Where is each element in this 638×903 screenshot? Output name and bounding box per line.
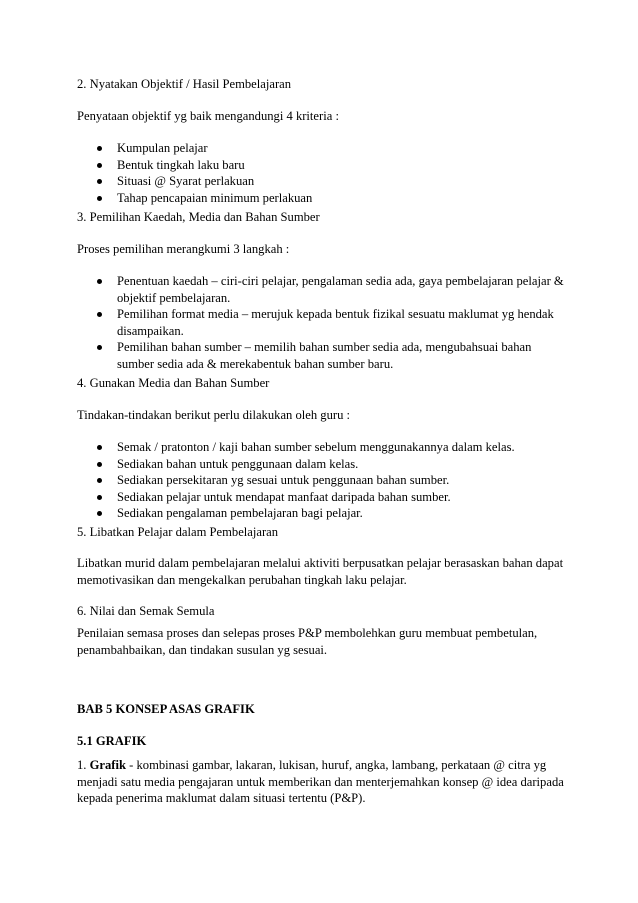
bullet-icon xyxy=(97,196,102,201)
bullet-icon xyxy=(97,478,102,483)
heading-gunakan-media: 4. Gunakan Media dan Bahan Sumber xyxy=(77,376,270,390)
heading-nilai-semak: 6. Nilai dan Semak Semula xyxy=(77,604,215,618)
paragraph-libatkan: Libatkan murid dalam pembelajaran melalui aktiviti berpusatkan pelajar berasaskan bahan dapat memotivasikan dan mengekalkan perubahan tingkah laku pelajar. xyxy=(77,556,564,587)
list-item: Kumpulan pelajar xyxy=(77,140,567,157)
bullet-icon xyxy=(97,462,102,467)
list-item: Penentuan kaedah – ciri-ciri pelajar, pengalaman sedia ada, gaya pembelajaran pelajar & objektif pembelajaran. xyxy=(77,273,567,306)
bullet-icon xyxy=(97,146,102,151)
intro-pemilihan: Proses pemilihan merangkumi 3 langkah : xyxy=(77,242,290,256)
list-item: Sediakan pelajar untuk mendapat manfaat daripada bahan sumber. xyxy=(77,489,567,506)
list-item: Sediakan bahan untuk penggunaan dalam kelas. xyxy=(77,456,567,473)
term-grafik: Grafik xyxy=(89,758,126,772)
list-item: Sediakan pengalaman pembelajaran bagi pelajar. xyxy=(77,505,567,522)
chapter-title: BAB 5 KONSEP ASAS GRAFIK xyxy=(77,702,255,716)
list-item: Pemilihan bahan sumber – memilih bahan sumber sedia ada, mengubahsuai bahan sumber sedia ada & merekabentuk bahan sumber baru. xyxy=(77,339,567,372)
subsection-title: 5.1 GRAFIK xyxy=(77,734,147,748)
bullet-icon xyxy=(97,179,102,184)
paragraph-penilaian: Penilaian semasa proses dan selepas proses P&P membolehkan guru membuat pembetulan, penambahbaikan, dan tindakan susulan yg sesuai. xyxy=(77,626,538,657)
bullet-icon xyxy=(97,511,102,516)
list-item: Sediakan persekitaran yg sesuai untuk penggunaan bahan sumber. xyxy=(77,472,567,489)
bullet-icon xyxy=(97,312,102,317)
paragraph-grafik: 1. Grafik - kombinasi gambar, lakaran, lukisan, huruf, angka, lambang, perkataan @ citra yg menjadi satu media pengajaran untuk memberikan dan menterjemahkan konsep @ idea daripada kepada penerima maklumat dalam situasi tertentu (P&P). xyxy=(77,758,564,805)
list-langkah xyxy=(77,273,567,372)
bullet-icon xyxy=(97,445,102,450)
intro-objektif: Penyataan objektif yg baik mengandungi 4 kriteria : xyxy=(77,109,339,123)
list-item: Situasi @ Syarat perlakuan xyxy=(77,173,567,190)
bullet-icon xyxy=(97,345,102,350)
list-tindakan xyxy=(77,439,567,522)
heading-pemilihan: 3. Pemilihan Kaedah, Media dan Bahan Sumber xyxy=(77,210,320,224)
bullet-icon xyxy=(97,163,102,168)
bullet-icon xyxy=(97,279,102,284)
heading-libatkan-pelajar: 5. Libatkan Pelajar dalam Pembelajaran xyxy=(77,525,279,539)
list-kriteria xyxy=(77,140,567,206)
list-item: Semak / pratonton / kaji bahan sumber sebelum menggunakannya dalam kelas. xyxy=(77,439,567,456)
list-item: Bentuk tingkah laku baru xyxy=(77,157,567,174)
list-item: Tahap pencapaian minimum perlakuan xyxy=(77,190,567,207)
intro-tindakan: Tindakan-tindakan berikut perlu dilakukan oleh guru : xyxy=(77,408,351,422)
list-item: Pemilihan format media – merujuk kepada bentuk fizikal sesuatu maklumat yg hendak disampaikan. xyxy=(77,306,567,339)
bullet-icon xyxy=(97,495,102,500)
heading-objektif: 2. Nyatakan Objektif / Hasil Pembelajaran xyxy=(77,77,292,91)
